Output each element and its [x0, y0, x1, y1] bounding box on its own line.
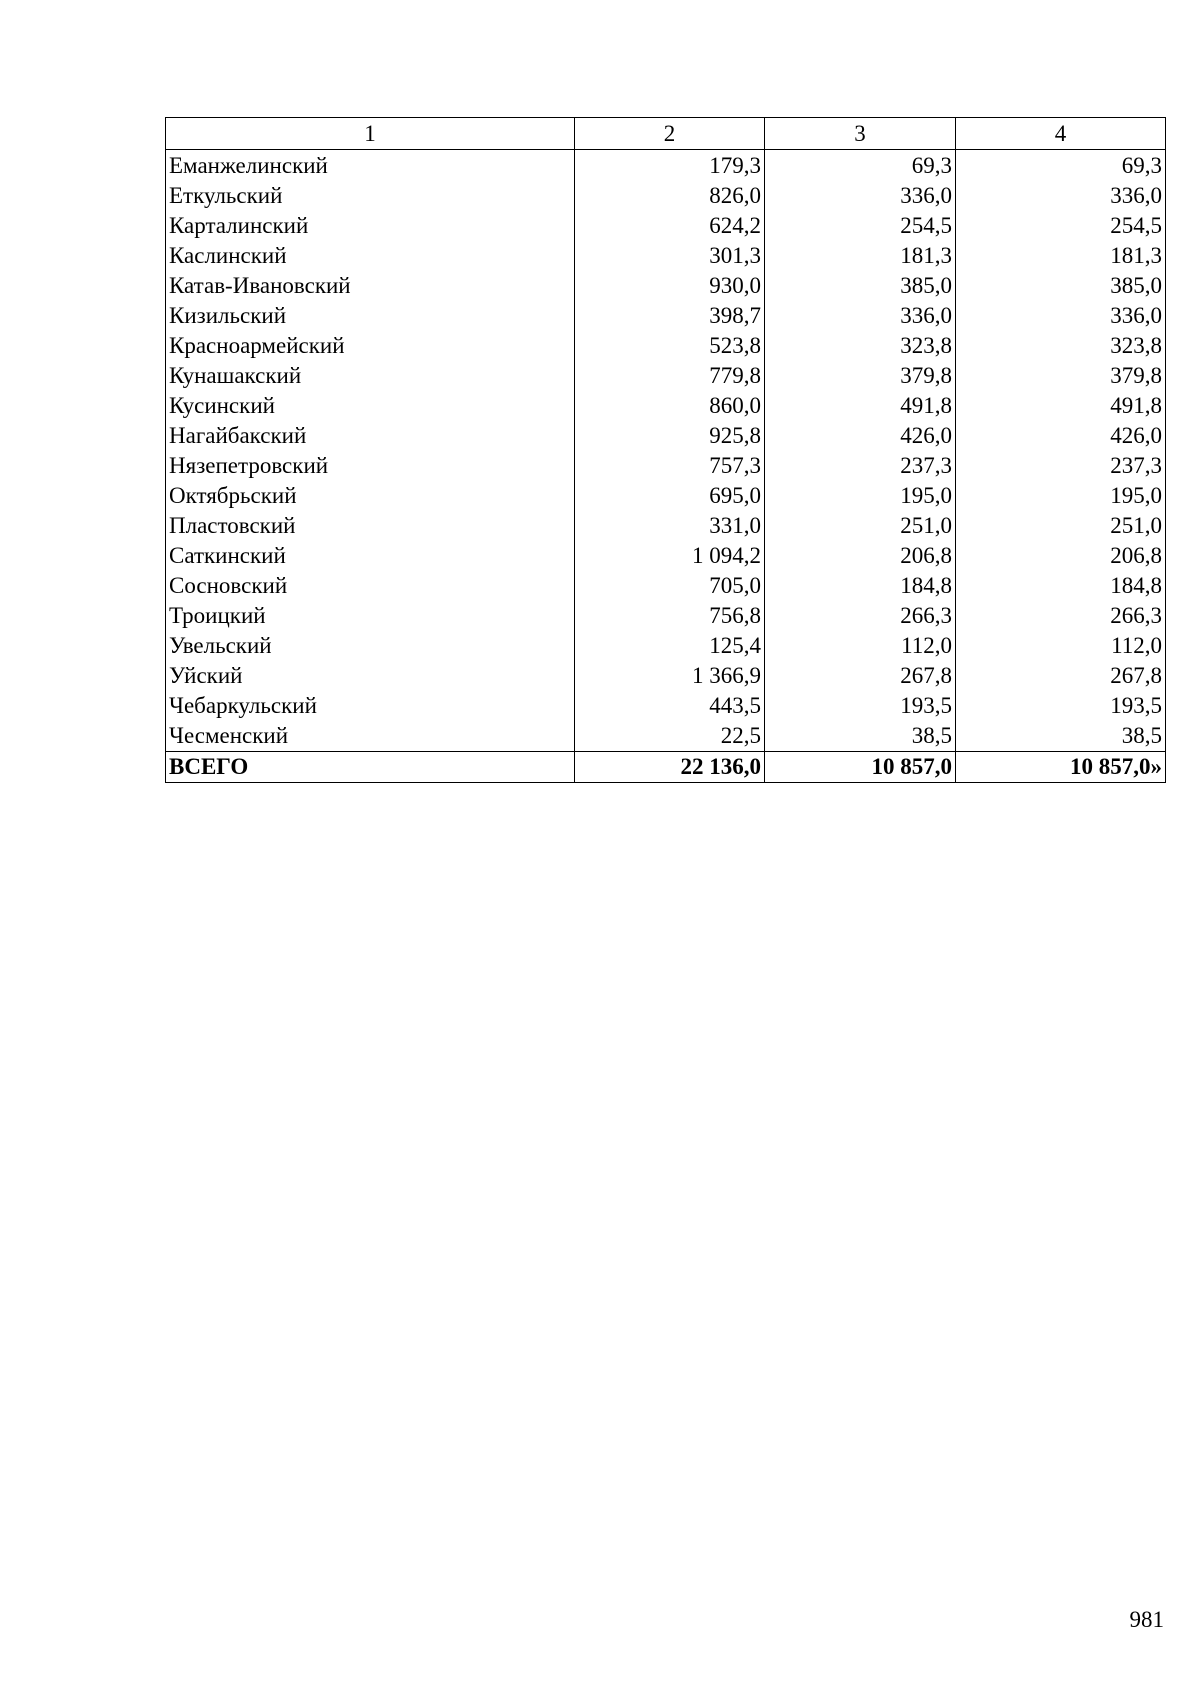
table-body [166, 150, 1166, 783]
table-row [166, 631, 1166, 661]
value-col-4: 195,0 [956, 481, 1166, 511]
district-name: Чесменский [166, 721, 575, 752]
value-col-4: 266,3 [956, 601, 1166, 631]
table-row [166, 511, 1166, 541]
value-col-2: 860,0 [575, 391, 765, 421]
value-col-4: 323,8 [956, 331, 1166, 361]
district-name: Еткульский [166, 181, 575, 211]
district-name: Сосновский [166, 571, 575, 601]
district-name: Кусинский [166, 391, 575, 421]
district-name: Кизильский [166, 301, 575, 331]
value-col-2: 443,5 [575, 691, 765, 721]
district-name: Чебаркульский [166, 691, 575, 721]
value-col-2: 179,3 [575, 150, 765, 182]
value-col-3: 426,0 [765, 421, 956, 451]
value-col-3: 323,8 [765, 331, 956, 361]
table-row [166, 571, 1166, 601]
table-row [166, 691, 1166, 721]
value-col-3: 336,0 [765, 301, 956, 331]
value-col-4: 254,5 [956, 211, 1166, 241]
district-name: Нязепетровский [166, 451, 575, 481]
table-row [166, 421, 1166, 451]
district-name: Уйский [166, 661, 575, 691]
budget-table [165, 117, 1166, 783]
value-col-4: 251,0 [956, 511, 1166, 541]
value-col-4: 385,0 [956, 271, 1166, 301]
value-col-2: 705,0 [575, 571, 765, 601]
value-col-2: 398,7 [575, 301, 765, 331]
table-row [166, 271, 1166, 301]
value-col-3: 336,0 [765, 181, 956, 211]
table-row [166, 661, 1166, 691]
total-row [166, 752, 1166, 783]
value-col-3: 206,8 [765, 541, 956, 571]
column-header-3: 3 [765, 118, 956, 150]
value-col-2: 779,8 [575, 361, 765, 391]
table-row [166, 361, 1166, 391]
table-row [166, 601, 1166, 631]
district-name: Катав-Ивановский [166, 271, 575, 301]
district-name: Карталинский [166, 211, 575, 241]
value-col-3: 267,8 [765, 661, 956, 691]
table-header [166, 118, 1166, 150]
value-col-4: 336,0 [956, 301, 1166, 331]
value-col-3: 237,3 [765, 451, 956, 481]
value-col-4: 336,0 [956, 181, 1166, 211]
district-name: Каслинский [166, 241, 575, 271]
value-col-3: 112,0 [765, 631, 956, 661]
district-name: Увельский [166, 631, 575, 661]
value-col-3: 69,3 [765, 150, 956, 182]
value-col-2: 930,0 [575, 271, 765, 301]
value-col-4: 181,3 [956, 241, 1166, 271]
value-col-3: 254,5 [765, 211, 956, 241]
page-number: 981 [1129, 1607, 1164, 1632]
table-row [166, 481, 1166, 511]
value-col-3: 379,8 [765, 361, 956, 391]
value-col-2: 757,3 [575, 451, 765, 481]
value-col-2: 331,0 [575, 511, 765, 541]
table-row [166, 211, 1166, 241]
value-col-3: 195,0 [765, 481, 956, 511]
table-row [166, 541, 1166, 571]
table-row [166, 150, 1166, 182]
value-col-3: 491,8 [765, 391, 956, 421]
table-row [166, 451, 1166, 481]
value-col-2: 624,2 [575, 211, 765, 241]
value-col-2: 1 094,2 [575, 541, 765, 571]
value-col-4: 267,8 [956, 661, 1166, 691]
district-name: Еманжелинский [166, 150, 575, 182]
district-name: Пластовский [166, 511, 575, 541]
district-name: Кунашакский [166, 361, 575, 391]
total-col-2: 22 136,0 [575, 752, 765, 783]
table-row [166, 301, 1166, 331]
total-col-4: 10 857,0» [956, 752, 1166, 783]
district-name: Нагайбакский [166, 421, 575, 451]
value-col-4: 184,8 [956, 571, 1166, 601]
district-name: Красноармейский [166, 331, 575, 361]
header-row [166, 118, 1166, 150]
value-col-4: 206,8 [956, 541, 1166, 571]
total-col-3: 10 857,0 [765, 752, 956, 783]
value-col-3: 385,0 [765, 271, 956, 301]
table-row [166, 721, 1166, 752]
table-row [166, 181, 1166, 211]
value-col-2: 523,8 [575, 331, 765, 361]
value-col-4: 38,5 [956, 721, 1166, 752]
table-row [166, 391, 1166, 421]
value-col-2: 22,5 [575, 721, 765, 752]
value-col-2: 826,0 [575, 181, 765, 211]
total-label: ВСЕГО [166, 752, 575, 783]
value-col-2: 756,8 [575, 601, 765, 631]
table-row [166, 241, 1166, 271]
value-col-3: 266,3 [765, 601, 956, 631]
column-header-1: 1 [166, 118, 575, 150]
column-header-2: 2 [575, 118, 765, 150]
value-col-4: 69,3 [956, 150, 1166, 182]
column-header-4: 4 [956, 118, 1166, 150]
value-col-4: 193,5 [956, 691, 1166, 721]
table-row [166, 331, 1166, 361]
value-col-4: 237,3 [956, 451, 1166, 481]
value-col-4: 379,8 [956, 361, 1166, 391]
value-col-4: 491,8 [956, 391, 1166, 421]
value-col-2: 301,3 [575, 241, 765, 271]
district-name: Троицкий [166, 601, 575, 631]
value-col-2: 695,0 [575, 481, 765, 511]
value-col-3: 184,8 [765, 571, 956, 601]
value-col-3: 38,5 [765, 721, 956, 752]
district-name: Саткинский [166, 541, 575, 571]
value-col-2: 925,8 [575, 421, 765, 451]
value-col-2: 125,4 [575, 631, 765, 661]
value-col-2: 1 366,9 [575, 661, 765, 691]
value-col-4: 112,0 [956, 631, 1166, 661]
district-name: Октябрьский [166, 481, 575, 511]
value-col-4: 426,0 [956, 421, 1166, 451]
value-col-3: 251,0 [765, 511, 956, 541]
value-col-3: 181,3 [765, 241, 956, 271]
value-col-3: 193,5 [765, 691, 956, 721]
